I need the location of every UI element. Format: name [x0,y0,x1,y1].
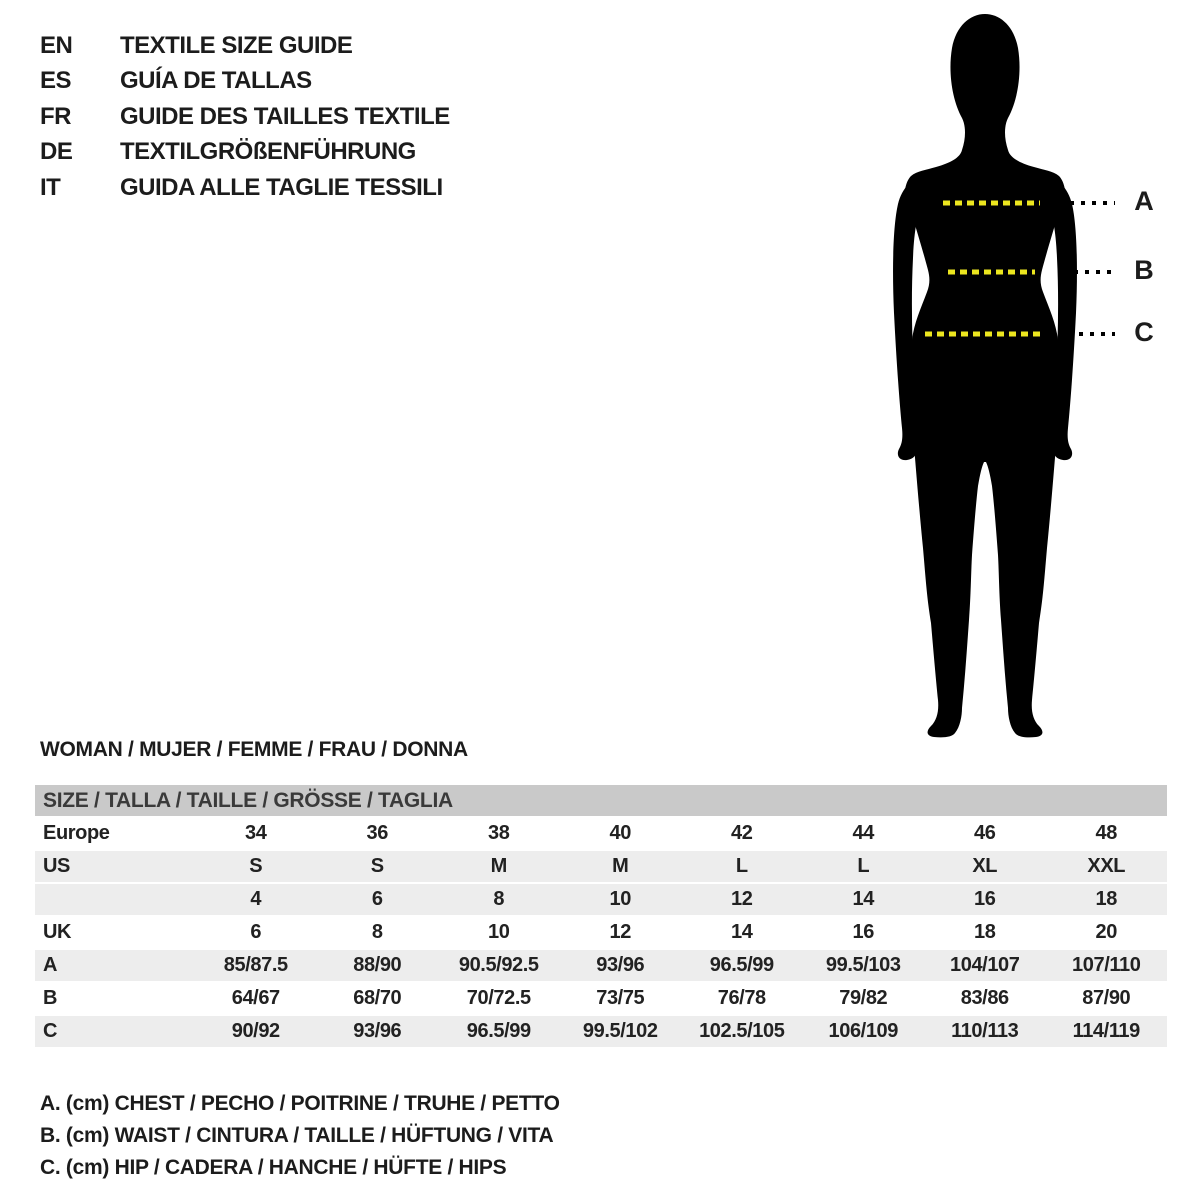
row-label: A [43,954,58,976]
row-label: US [43,855,70,877]
size-cell: 93/96 [353,1020,402,1042]
size-figure [848,8,1148,743]
size-table-body [35,818,1167,1047]
size-cell: 18 [1095,888,1117,910]
language-code: DE [40,138,73,166]
woman-silhouette [904,14,1066,737]
legend-line: A. (cm) CHEST / PECHO / POITRINE / TRUHE / PETTO [40,1092,560,1115]
row-label: B [43,987,58,1009]
size-cell: S [370,855,384,877]
language-row [40,135,450,171]
size-cell: 16 [852,921,874,943]
size-cell: 99.5/102 [582,1020,658,1042]
size-cell: 6 [371,888,383,910]
language-label: GUIDA ALLE TAGLIE TESSILI [120,173,443,201]
size-cell: 48 [1095,822,1117,844]
language-label: TEXTILE SIZE GUIDE [120,31,353,59]
row-label [35,884,195,915]
size-cell: 93/96 [596,954,645,976]
size-cell: XL [972,855,998,877]
size-cell: 96.5/99 [709,954,774,976]
table-row [35,818,1167,849]
language-label: GUÍA DE TALLAS [120,67,312,95]
size-cell: 106/109 [828,1020,898,1042]
measure-label: A [1134,186,1154,216]
table-row [35,950,1167,981]
size-cell: S [249,855,263,877]
size-cell: 79/82 [839,987,888,1009]
size-cell: 40 [609,822,631,844]
size-cell: 18 [974,921,996,943]
size-cell: 12 [609,921,631,943]
size-cell: 8 [493,888,505,910]
language-label: GUIDE DES TAILLES TEXTILE [120,102,450,130]
size-cell: 102.5/105 [699,1020,785,1042]
size-cell: 99.5/103 [825,954,901,976]
size-cell: 110/113 [951,1020,1019,1042]
language-row [40,170,450,206]
row-label: Europe [43,822,110,844]
size-cell: 44 [852,822,874,844]
size-cell: 85/87.5 [223,954,288,976]
size-cell: 87/90 [1082,987,1131,1009]
size-cell: 68/70 [353,987,402,1009]
size-cell: 20 [1095,921,1117,943]
size-cell: 83/86 [960,987,1009,1009]
size-cell: 42 [731,822,753,844]
table-row [35,917,1167,948]
language-code: EN [40,31,73,59]
woman-silhouette-svg [848,8,1148,743]
size-cell: 46 [974,822,996,844]
size-cell: 10 [488,921,510,943]
row-label: UK [43,921,72,943]
size-cell: 12 [731,888,753,910]
measurement-legend [40,1088,560,1184]
size-cell: 14 [731,921,753,943]
row-label: C [43,1020,58,1042]
language-row [40,64,450,100]
size-cell: 107/110 [1072,954,1141,976]
size-table [35,785,1167,1049]
table-row [35,884,1167,915]
size-cell: 96.5/99 [466,1020,531,1042]
table-row [35,1016,1167,1047]
size-cell: 14 [852,888,874,910]
size-cell: 90.5/92.5 [458,954,539,976]
size-cell: 90/92 [231,1020,280,1042]
legend-line: C. (cm) HIP / CADERA / HANCHE / HÜFTE / HIPS [40,1156,507,1179]
size-cell: 38 [488,822,510,844]
language-row [40,28,450,64]
size-cell: L [857,855,870,877]
size-cell: 4 [250,888,262,910]
language-label: TEXTILGRÖßENFÜHRUNG [120,138,416,166]
size-cell: 8 [371,921,383,943]
size-cell: L [735,855,748,877]
size-cell: M [490,855,507,877]
size-cell: 10 [609,888,631,910]
table-row [35,851,1167,882]
measure-label: B [1134,255,1154,285]
size-cell: XXL [1087,855,1126,877]
size-cell: 88/90 [353,954,402,976]
size-cell: 16 [974,888,996,910]
size-cell: M [612,855,629,877]
size-cell: 36 [366,822,388,844]
size-cell: 104/107 [950,954,1020,976]
language-code: ES [40,67,72,95]
size-cell: 76/78 [717,987,766,1009]
language-code: FR [40,102,71,130]
legend-line: B. (cm) WAIST / CINTURA / TAILLE / HÜFTUNG / VITA [40,1124,554,1147]
measure-label: C [1134,317,1154,347]
size-cell: 34 [245,822,267,844]
language-list [40,28,450,206]
size-cell: 6 [250,921,262,943]
language-code: IT [40,173,61,201]
size-cell: 73/75 [596,987,645,1009]
language-row [40,99,450,135]
table-row [35,983,1167,1014]
section-title: WOMAN / MUJER / FEMME / FRAU / DONNA [40,738,468,761]
size-cell: 64/67 [231,987,280,1009]
size-cell: 70/72.5 [466,987,531,1009]
size-cell: 114/119 [1072,1020,1140,1042]
table-header: SIZE / TALLA / TAILLE / GRÖSSE / TAGLIA [35,785,1167,816]
